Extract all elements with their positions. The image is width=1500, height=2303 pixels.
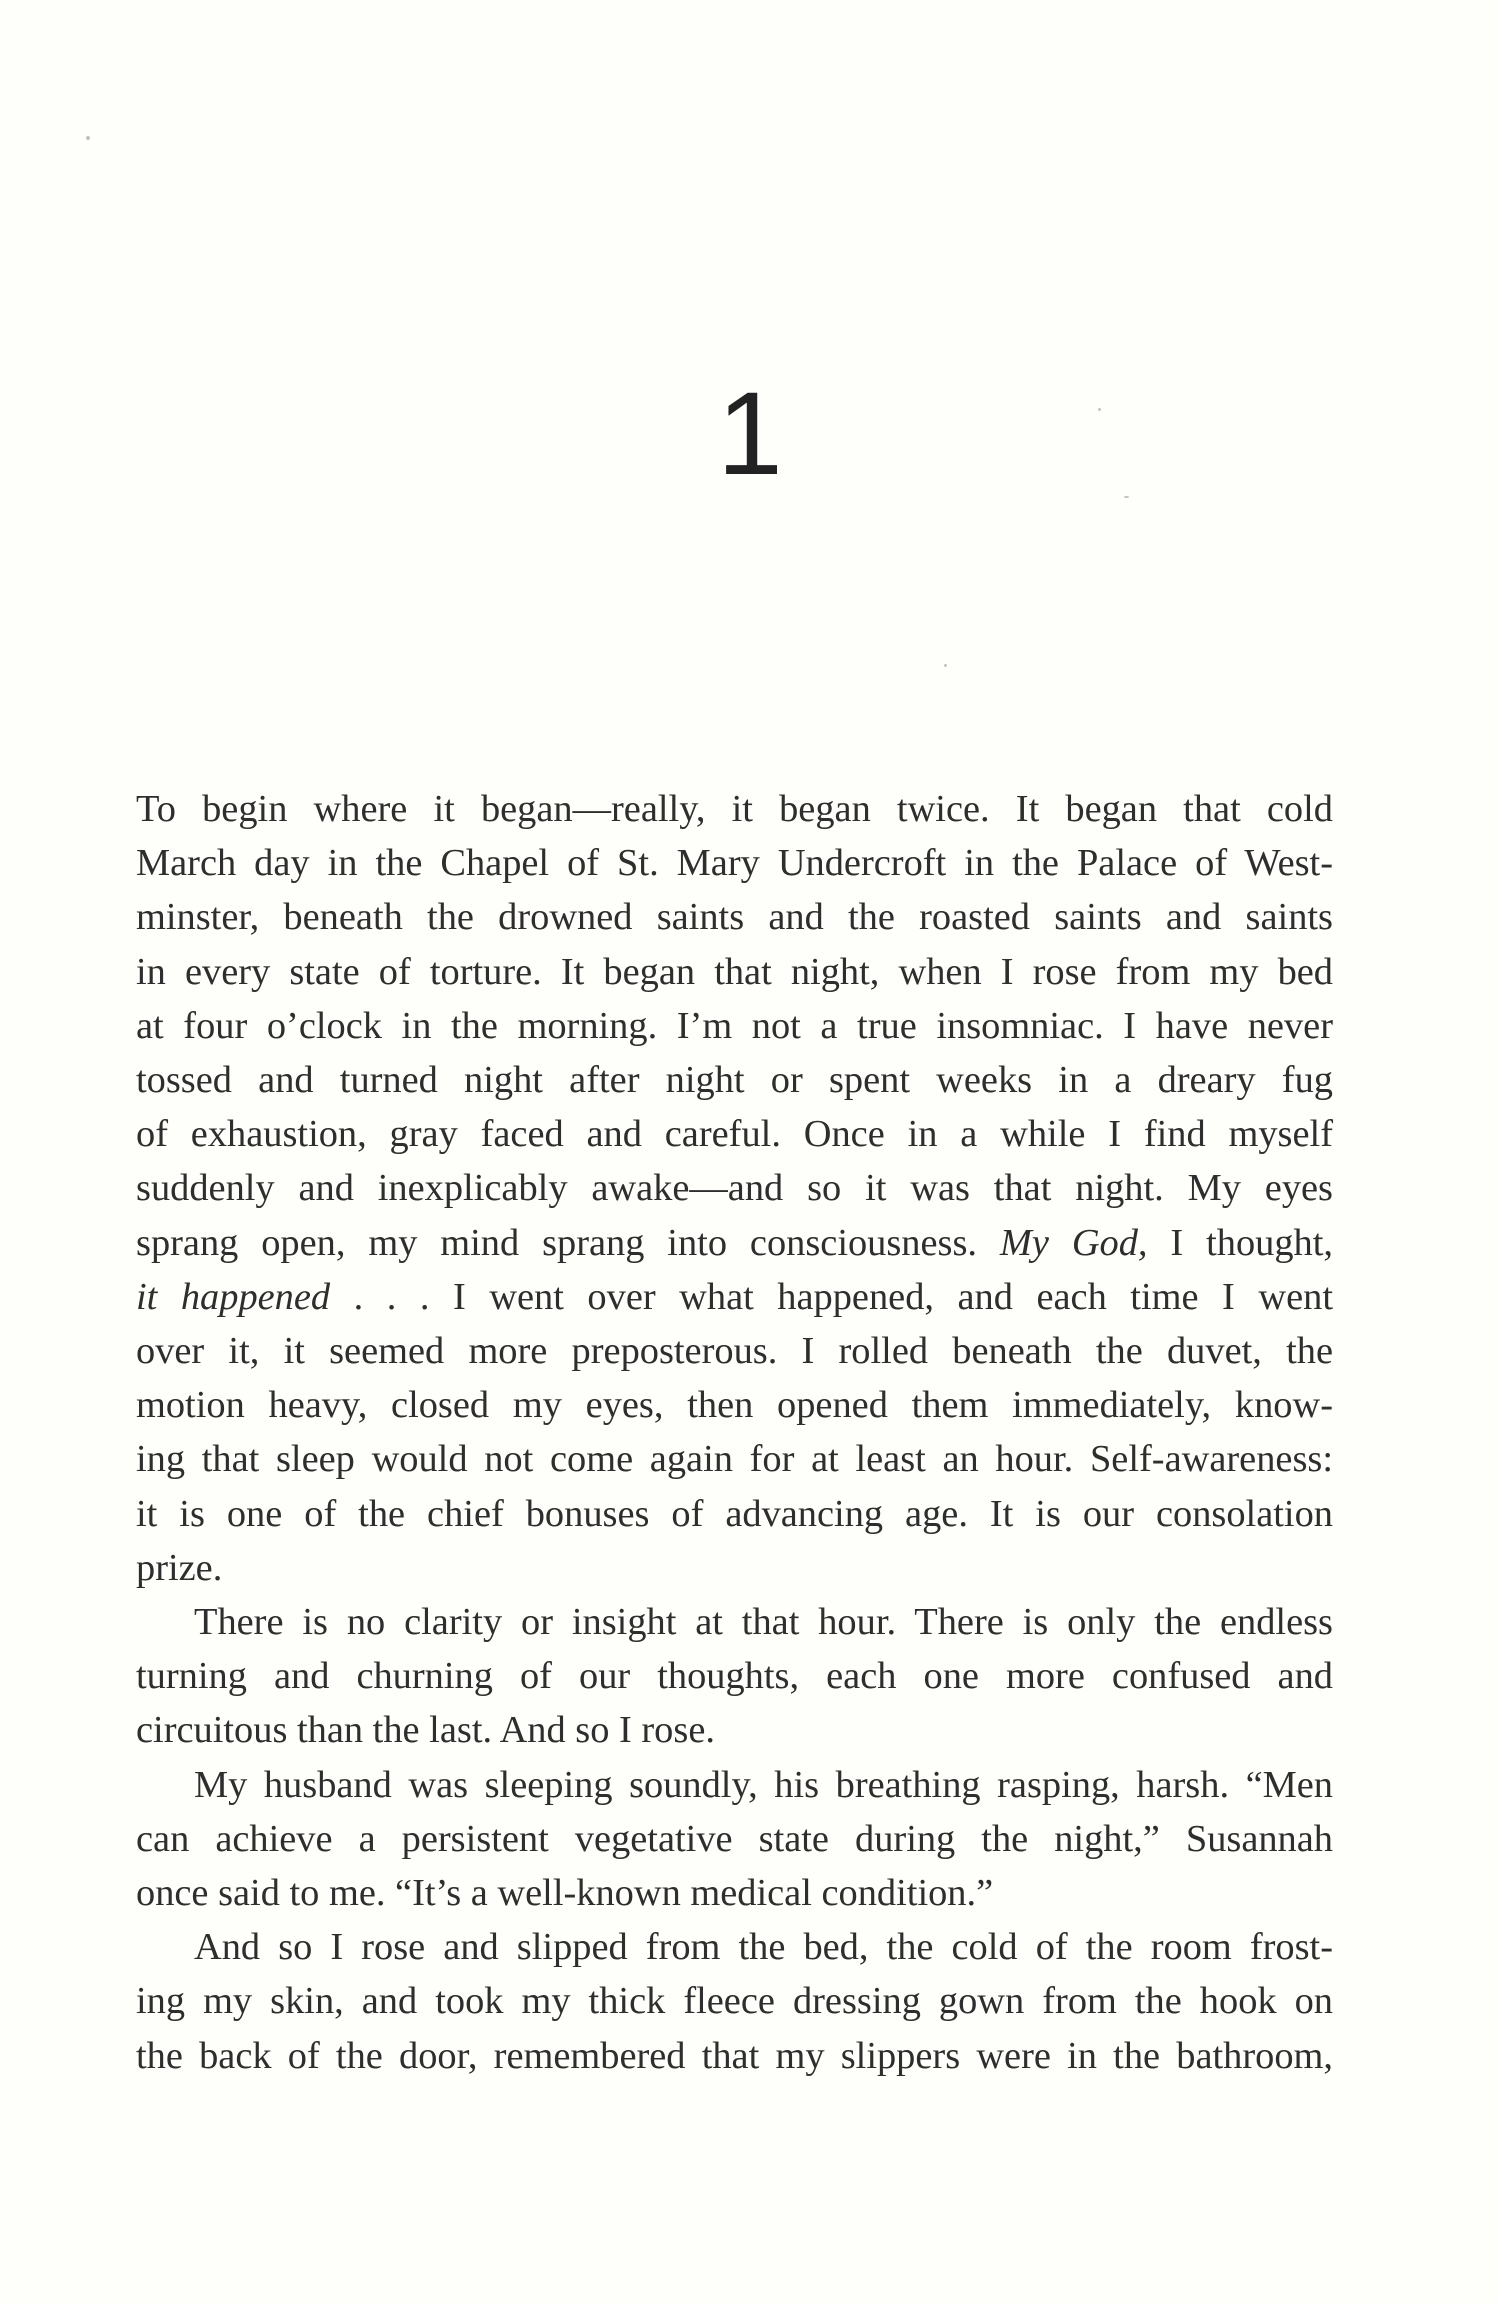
text-segment: . . . I went over what happened, and each time I went bbox=[330, 1275, 1333, 1318]
text-line-with-italic bbox=[136, 1270, 1333, 1324]
chapter-number: 1 bbox=[717, 368, 783, 500]
text-line: circuitous than the last. And so I rose. bbox=[136, 1709, 715, 1752]
text-line: at four o’clock in the morning. I’m not a true insomniac. I have never bbox=[136, 1004, 1333, 1047]
paragraph bbox=[136, 1758, 1333, 1921]
text-line: suddenly and inexplicably awake—and so it was that night. My eyes bbox=[136, 1167, 1333, 1210]
page-speck bbox=[1124, 496, 1129, 498]
italic-phrase: My God, bbox=[999, 1221, 1148, 1264]
italic-phrase: it happened bbox=[136, 1275, 331, 1318]
text-line: tossed and turned night after night or spent weeks in a dreary fug bbox=[136, 1059, 1333, 1102]
paragraph bbox=[136, 782, 1333, 1595]
paragraph bbox=[136, 1920, 1333, 2083]
text-segment: I thought, bbox=[1147, 1221, 1333, 1264]
text-line: of exhaustion, gray faced and careful. Once in a while I find myself bbox=[136, 1113, 1333, 1156]
text-line: the back of the door, remembered that my slippers were in the bathroom, bbox=[136, 2034, 1333, 2077]
text-line: To begin where it began—really, it began twice. It began that cold bbox=[136, 788, 1333, 830]
text-line: motion heavy, closed my eyes, then opened them immediately, know- bbox=[136, 1384, 1333, 1427]
page-speck bbox=[86, 136, 90, 140]
text-line: There is no clarity or insight at that hour. There is only the endless bbox=[194, 1601, 1333, 1644]
text-line: minster, beneath the drowned saints and the roasted saints and saints bbox=[136, 896, 1333, 939]
text-line: prize. bbox=[136, 1546, 223, 1589]
paragraph bbox=[136, 1595, 1333, 1758]
text-line: can achieve a persistent vegetative state during the night,” Susannah bbox=[136, 1817, 1333, 1860]
text-line-with-italic bbox=[136, 1216, 1333, 1270]
text-line: it is one of the chief bonuses of advancing age. It is our consolation bbox=[136, 1492, 1333, 1535]
text-line: ing that sleep would not come again for at least an hour. Self-awareness: bbox=[136, 1438, 1333, 1481]
text-line: once said to me. “It’s a well-known medical condition.” bbox=[136, 1872, 994, 1915]
chapter-body bbox=[136, 782, 1333, 2083]
text-line: ing my skin, and took my thick fleece dressing gown from the hook on bbox=[136, 1980, 1333, 2023]
text-line: turning and churning of our thoughts, each one more confused and bbox=[136, 1655, 1333, 1698]
text-line: over it, it seemed more preposterous. I rolled beneath the duvet, the bbox=[136, 1330, 1333, 1373]
text-line: in every state of torture. It began that night, when I rose from my bed bbox=[136, 950, 1333, 993]
text-line: My husband was sleeping soundly, his breathing rasping, harsh. “Men bbox=[194, 1763, 1333, 1806]
page-speck bbox=[944, 664, 947, 667]
text-segment: sprang open, my mind sprang into consciousness. bbox=[136, 1221, 978, 1264]
text-line: And so I rose and slipped from the bed, the cold of the room frost- bbox=[194, 1926, 1333, 1969]
text-line: March day in the Chapel of St. Mary Undercroft in the Palace of West- bbox=[136, 842, 1333, 885]
